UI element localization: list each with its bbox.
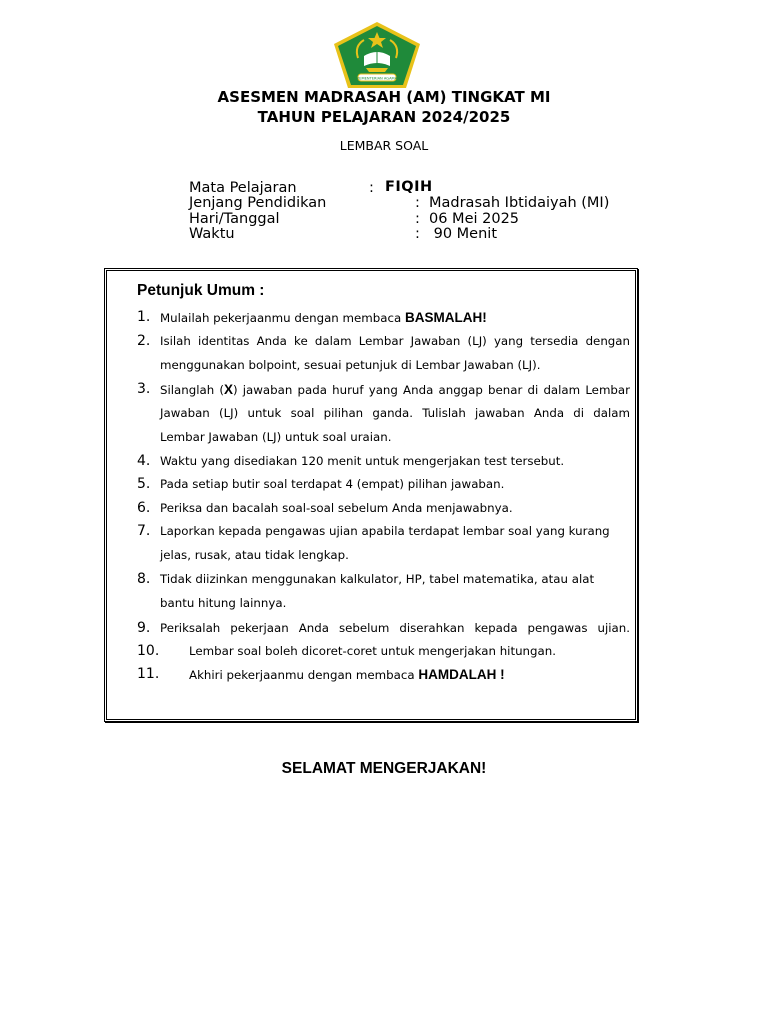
logo-caption: KEMENTERIAN AGAMA	[356, 76, 398, 81]
instruction-3-post: ) jawaban pada huruf yang Anda anggap benar di dalam Lembar	[233, 383, 631, 397]
instruction-11-emphasis: HAMDALAH !	[418, 667, 505, 682]
instruction-3-line-3: Lembar Jawaban (LJ) untuk soal uraian.	[160, 430, 392, 444]
instructions-heading: Petunjuk Umum :	[137, 282, 265, 299]
instruction-7-line-2: jelas, rusak, atau tidak lengkap.	[160, 548, 349, 562]
kemenag-logo	[330, 20, 424, 90]
instruction-2-line-2: menggunakan bolpoint, sesuai petunjuk di Lembar Jawaban (LJ).	[160, 358, 541, 372]
subject-label: Mata Pelajaran	[189, 180, 297, 196]
item-number-3: 3.	[137, 381, 151, 397]
item-number-4: 4.	[137, 453, 151, 469]
instruction-11-text: Akhiri pekerjaanmu dengan membaca	[189, 668, 419, 682]
instruction-1	[160, 310, 487, 325]
subject-value: FIQIH	[385, 179, 433, 195]
item-number-2: 2.	[137, 333, 151, 349]
instruction-3-x: X	[224, 382, 234, 397]
time-colon: :	[415, 226, 420, 242]
time-value: 90 Menit	[429, 226, 498, 242]
date-label: Hari/Tanggal	[189, 211, 280, 227]
item-number-7: 7.	[137, 523, 151, 539]
instruction-11	[189, 667, 505, 682]
instruction-2-line-1: Isilah identitas Anda ke dalam Lembar Jawaban (LJ) yang tersedia dengan	[160, 334, 630, 348]
date-colon: :	[415, 211, 420, 227]
item-number-1: 1.	[137, 309, 151, 325]
instruction-3-pre: Silanglah (	[160, 383, 224, 397]
instruction-5: Pada setiap butir soal terdapat 4 (empat) pilihan jawaban.	[160, 477, 505, 491]
instruction-4: Waktu yang disediakan 120 menit untuk mengerjakan test tersebut.	[160, 454, 565, 468]
instruction-3-line-2: Jawaban (LJ) untuk soal pilihan ganda. Tulislah jawaban Anda di dalam	[160, 406, 630, 420]
item-number-6: 6.	[137, 500, 151, 516]
instruction-9: Periksalah pekerjaan Anda sebelum diserahkan kepada pengawas ujian.	[160, 621, 630, 635]
level-value: Madrasah Ibtidaiyah (MI)	[429, 195, 610, 211]
instruction-3-line-1	[160, 382, 630, 397]
instruction-8-line-1: Tidak diizinkan menggunakan kalkulator, HP, tabel matematika, atau alat	[160, 572, 595, 586]
item-number-5: 5.	[137, 476, 151, 492]
instruction-8-line-2: bantu hitung lainnya.	[160, 596, 287, 610]
time-label: Waktu	[189, 226, 235, 242]
sheet-title: LEMBAR SOAL	[339, 138, 429, 153]
exam-title: ASESMEN MADRASAH (AM) TINGKAT MI	[217, 88, 551, 106]
instruction-6: Periksa dan bacalah soal-soal sebelum Anda menjawabnya.	[160, 501, 513, 515]
academic-year: TAHUN PELAJARAN 2024/2025	[257, 108, 511, 126]
instruction-1-emphasis: BASMALAH!	[404, 310, 487, 325]
item-number-10: 10.	[137, 643, 160, 659]
level-label: Jenjang Pendidikan	[189, 195, 327, 211]
instruction-10: Lembar soal boleh dicoret-coret untuk mengerjakan hitungan.	[189, 644, 556, 658]
item-number-9: 9.	[137, 620, 151, 636]
date-value: 06 Mei 2025	[429, 211, 520, 227]
closing-message: SELAMAT MENGERJAKAN!	[281, 760, 487, 777]
instruction-7-line-1: Laporkan kepada pengawas ujian apabila terdapat lembar soal yang kurang	[160, 524, 610, 538]
item-number-11: 11.	[137, 666, 160, 682]
level-colon: :	[415, 195, 420, 211]
instruction-1-text: Mulailah pekerjaanmu dengan membaca	[160, 311, 405, 325]
subject-colon: :	[369, 180, 374, 196]
item-number-8: 8.	[137, 571, 151, 587]
